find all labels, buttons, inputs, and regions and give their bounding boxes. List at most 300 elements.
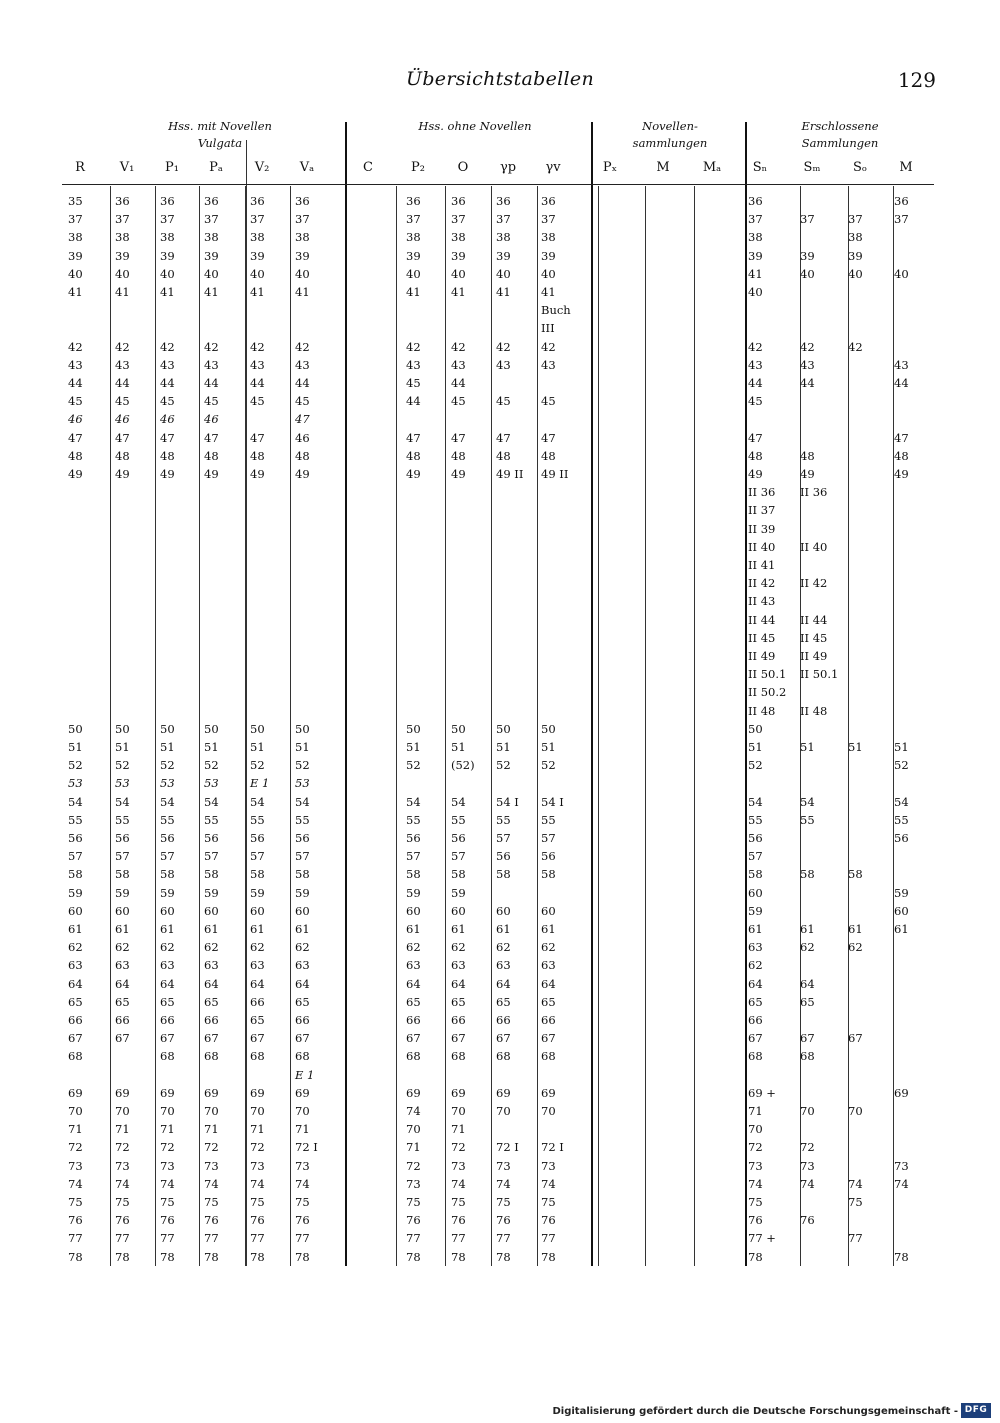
column-header: V₂ [254, 160, 270, 175]
table-cell: 56 [496, 849, 511, 864]
table-cell: 44 [115, 376, 130, 390]
table-cell: 51 [451, 740, 466, 754]
table-cell: 61 [204, 922, 219, 936]
table-cell: 38 [68, 230, 83, 245]
table-cell: 43 [204, 357, 219, 372]
table-cell: 36 [748, 194, 763, 208]
table-cell: 59 [204, 885, 219, 900]
table-cell: 51 [204, 740, 219, 754]
table-cell: II 49 [748, 649, 776, 663]
table-cell: 63 [250, 958, 265, 973]
table-cell: 77 [541, 1231, 556, 1246]
table-cell: 74 [496, 1176, 511, 1191]
table-cell: 76 [115, 1213, 130, 1228]
table-cell: 38 [295, 230, 310, 245]
page-number: 129 [897, 68, 936, 92]
table-cell: 48 [295, 448, 310, 463]
table-cell: 64 [115, 976, 130, 991]
table-cell: 40 [748, 285, 763, 299]
table-cell: 72 [115, 1140, 130, 1155]
table-cell: 57 [115, 849, 130, 864]
table-cell: 58 [848, 867, 863, 882]
table-cell: 37 [250, 212, 265, 227]
table-cell: 40 [894, 266, 909, 281]
table-cell: 36 [115, 194, 130, 208]
column-header: V₁ [119, 160, 135, 175]
table-cell: 49 [204, 467, 219, 481]
table-cell: 43 [496, 357, 511, 372]
table-cell: 65 [496, 994, 511, 1009]
table-cell: 74 [406, 1104, 421, 1118]
table-cell: 42 [406, 339, 421, 354]
table-cell: 63 [295, 958, 310, 973]
table-cell: 40 [451, 266, 466, 281]
table-cell: 48 [204, 448, 219, 463]
table-cell: 75 [848, 1195, 863, 1209]
table-cell: 47 [541, 430, 556, 445]
table-cell: 73 [406, 1176, 421, 1191]
table-cell: 58 [406, 867, 421, 882]
table-cell: 69 [406, 1085, 421, 1100]
column-rule [893, 186, 894, 1266]
table-cell: 54 [800, 794, 815, 809]
table-cell: 40 [160, 266, 175, 281]
table-cell: 74 [848, 1176, 863, 1191]
column-header: Sₘ [803, 160, 821, 175]
table-cell: 76 [250, 1213, 265, 1228]
table-cell: 47 [406, 430, 421, 445]
table-cell: 64 [160, 976, 175, 991]
table-cell: 64 [496, 976, 511, 991]
table-cell: 41 [295, 285, 310, 299]
table-cell: 43 [68, 357, 83, 372]
table-cell: 74 [748, 1176, 763, 1191]
table-cell: 61 [115, 922, 130, 936]
column-rule [245, 186, 246, 1266]
group-header-novella-collections: Novellen- sammlungen [632, 119, 708, 150]
table-cell: 39 [541, 248, 556, 263]
column-rule [445, 186, 446, 1266]
table-cell: 55 [451, 812, 466, 827]
table-cell: 78 [204, 1249, 219, 1264]
table-cell: 50 [160, 721, 175, 736]
table-cell: 55 [295, 812, 310, 827]
table-cell: 72 I [541, 1140, 564, 1155]
column-header: γv [545, 160, 561, 175]
table-cell: 61 [848, 922, 863, 936]
table-cell: 64 [204, 976, 219, 991]
group-separator-1 [345, 122, 347, 1266]
table-cell: 37 [115, 212, 130, 227]
table-cell: II 40 [748, 539, 776, 554]
table-cell: 49 [115, 467, 130, 481]
table-cell: 62 [160, 940, 175, 955]
table-cell: 35 [68, 194, 83, 208]
table-cell: (52) [451, 758, 475, 773]
table-cell: 60 [115, 903, 130, 918]
table-cell: 42 [160, 339, 175, 354]
table-cell: 57 [406, 849, 421, 864]
table-cell: 73 [204, 1158, 219, 1173]
table-cell: 67 [541, 1031, 556, 1046]
table-cell: 40 [295, 266, 310, 281]
table-cell: 36 [451, 194, 466, 208]
table-cell: 70 [800, 1104, 815, 1118]
table-cell: 70 [68, 1104, 83, 1118]
column-header: O [457, 160, 469, 175]
dfg-logo: DFG [961, 1403, 991, 1418]
table-cell: 54 [748, 794, 763, 809]
table-cell: 40 [496, 266, 511, 281]
table-cell: 52 [160, 758, 175, 773]
table-cell: 48 [748, 448, 763, 463]
table-cell: 50 [406, 721, 421, 736]
table-cell: 69 [68, 1085, 83, 1100]
table-cell: 43 [894, 357, 909, 372]
table-cell: 44 [295, 376, 310, 390]
group-header-inferred-collections: Erschlossene Sammlungen [801, 119, 879, 150]
table-cell: 38 [848, 230, 863, 245]
vulgata-separator [246, 140, 247, 1266]
table-cell: 65 [68, 994, 83, 1009]
table-cell: 58 [295, 867, 310, 882]
table-cell: 52 [68, 758, 83, 773]
table-cell: 77 + [748, 1231, 776, 1246]
table-cell: 56 [451, 831, 466, 845]
column-header: P₂ [411, 160, 425, 175]
table-cell: 61 [451, 922, 466, 936]
table-cell: 39 [451, 248, 466, 263]
table-cell: 65 [748, 994, 763, 1009]
table-cell: 49 [295, 467, 310, 481]
table-cell: 40 [250, 266, 265, 281]
table-cell: 62 [250, 940, 265, 955]
table-cell: 52 [250, 758, 265, 773]
table-cell: 53 [68, 776, 83, 791]
table-cell: 54 [204, 794, 219, 809]
table-cell: 45 [68, 394, 83, 409]
table-cell: 59 [894, 885, 909, 900]
table-cell: 74 [115, 1176, 130, 1191]
table-cell: 67 [250, 1031, 265, 1046]
table-cell: 47 [115, 430, 130, 445]
table-cell: 75 [295, 1195, 310, 1209]
table-cell: 42 [115, 339, 130, 354]
table-cell: 39 [406, 248, 421, 263]
table-cell: 70 [848, 1104, 863, 1118]
table-cell: 39 [160, 248, 175, 263]
table-cell: 56 [541, 849, 556, 864]
table-cell: 43 [748, 357, 763, 372]
table-cell: 56 [250, 831, 265, 845]
table-cell: 68 [406, 1049, 421, 1064]
table-cell: 72 [406, 1158, 421, 1173]
table-cell: 65 [115, 994, 130, 1009]
table-cell: 62 [204, 940, 219, 955]
table-cell: 66 [748, 1013, 763, 1027]
table-cell: II 44 [748, 612, 776, 627]
table-cell: 56 [204, 831, 219, 845]
table-cell: 44 [748, 376, 763, 390]
table-cell: 66 [250, 994, 265, 1009]
table-cell: 76 [496, 1213, 511, 1228]
table-cell: 51 [250, 740, 265, 754]
table-cell: 44 [800, 376, 815, 390]
table-cell: 37 [800, 212, 815, 227]
table-cell: 36 [496, 194, 511, 208]
table-cell: 38 [115, 230, 130, 245]
table-cell: 70 [204, 1104, 219, 1118]
table-cell: 51 [115, 740, 130, 754]
table-cell: 57 [160, 849, 175, 864]
table-cell: 45 [295, 394, 310, 409]
table-cell: 67 [160, 1031, 175, 1046]
table-cell: 55 [160, 812, 175, 827]
table-cell: 39 [115, 248, 130, 263]
table-cell: II 48 [800, 703, 828, 718]
table-cell: 48 [541, 448, 556, 463]
table-cell: 50 [68, 721, 83, 736]
table-cell: 66 [496, 1013, 511, 1027]
table-cell: 78 [250, 1249, 265, 1264]
table-cell: II 45 [800, 630, 828, 645]
table-cell: 52 [406, 758, 421, 773]
table-cell: Buch [541, 303, 571, 318]
table-cell: 51 [68, 740, 83, 754]
table-cell: II 43 [748, 594, 776, 609]
table-cell: 41 [406, 285, 421, 299]
table-cell: 56 [160, 831, 175, 845]
table-cell: 44 [68, 376, 83, 390]
table-cell: 65 [800, 994, 815, 1009]
table-cell: 73 [541, 1158, 556, 1173]
table-cell: 73 [894, 1158, 909, 1173]
table-cell: 60 [541, 903, 556, 918]
table-cell: II 48 [748, 703, 776, 718]
table-cell: 67 [406, 1031, 421, 1046]
table-cell: 41 [541, 285, 556, 299]
table-cell: 46 [68, 412, 83, 427]
table-cell: 77 [204, 1231, 219, 1246]
table-cell: 37 [204, 212, 219, 227]
table-cell: 47 [295, 412, 310, 427]
table-cell: 56 [894, 831, 909, 845]
table-cell: 70 [406, 1122, 421, 1137]
table-cell: 77 [451, 1231, 466, 1246]
header-rule [62, 184, 934, 185]
column-rule [645, 186, 646, 1266]
table-cell: 57 [204, 849, 219, 864]
table-cell: 52 [115, 758, 130, 773]
table-cell: 65 [160, 994, 175, 1009]
table-cell: 51 [848, 740, 863, 754]
table-cell: 72 [748, 1140, 763, 1155]
table-cell: 54 [115, 794, 130, 809]
table-cell: 37 [406, 212, 421, 227]
table-cell: 41 [496, 285, 511, 299]
table-cell: 59 [295, 885, 310, 900]
table-cell: 45 [160, 394, 175, 409]
table-cell: 70 [295, 1104, 310, 1118]
table-cell: 44 [894, 376, 909, 390]
table-cell: 69 [295, 1085, 310, 1100]
table-cell: 64 [295, 976, 310, 991]
table-cell: 55 [204, 812, 219, 827]
table-cell: 50 [295, 721, 310, 736]
table-cell: 36 [295, 194, 310, 208]
table-cell: 45 [250, 394, 265, 409]
table-cell: 49 [250, 467, 265, 481]
digitization-credit: Digitalisierung gefördert durch die Deutsche Forschungsgemeinschaft - [552, 1406, 958, 1417]
table-cell: 68 [496, 1049, 511, 1064]
table-cell: 43 [451, 357, 466, 372]
table-cell: 75 [250, 1195, 265, 1209]
table-cell: 47 [894, 430, 909, 445]
table-cell: 51 [894, 740, 909, 754]
table-cell: 37 [295, 212, 310, 227]
table-cell: 42 [204, 339, 219, 354]
table-cell: 37 [894, 212, 909, 227]
table-cell: 66 [160, 1013, 175, 1027]
table-cell: 41 [115, 285, 130, 299]
table-cell: 55 [894, 812, 909, 827]
table-cell: 48 [115, 448, 130, 463]
table-cell: 38 [160, 230, 175, 245]
table-cell: 74 [250, 1176, 265, 1191]
table-cell: 72 I [496, 1140, 519, 1155]
table-cell: 60 [406, 903, 421, 918]
table-cell: 74 [894, 1176, 909, 1191]
table-cell: 43 [115, 357, 130, 372]
table-cell: 67 [68, 1031, 83, 1046]
table-cell: 59 [68, 885, 83, 900]
table-cell: 65 [204, 994, 219, 1009]
table-cell: 78 [115, 1249, 130, 1264]
table-cell: 66 [115, 1013, 130, 1027]
table-cell: 54 [894, 794, 909, 809]
table-cell: 77 [160, 1231, 175, 1246]
column-rule [290, 186, 291, 1266]
table-cell: 72 [68, 1140, 83, 1155]
table-cell: 45 [204, 394, 219, 409]
table-cell: 47 [160, 430, 175, 445]
table-cell: 42 [748, 339, 763, 354]
table-cell: 64 [541, 976, 556, 991]
column-header: Mₐ [702, 160, 722, 175]
table-cell: 64 [451, 976, 466, 991]
table-cell: 74 [451, 1176, 466, 1191]
table-cell: 72 [250, 1140, 265, 1155]
table-cell: 50 [250, 721, 265, 736]
table-cell: 76 [800, 1213, 815, 1228]
table-cell: 54 [250, 794, 265, 809]
table-cell: 59 [160, 885, 175, 900]
table-cell: 48 [496, 448, 511, 463]
table-cell: 48 [800, 448, 815, 463]
table-cell: 70 [250, 1104, 265, 1118]
table-cell: 65 [541, 994, 556, 1009]
table-cell: 61 [160, 922, 175, 936]
table-cell: 68 [541, 1049, 556, 1064]
table-cell: 74 [541, 1176, 556, 1191]
table-cell: 56 [748, 831, 763, 845]
table-cell: II 37 [748, 503, 776, 518]
table-cell: 75 [115, 1195, 130, 1209]
table-cell: 58 [204, 867, 219, 882]
table-cell: II 36 [748, 485, 776, 500]
table-cell: 51 [295, 740, 310, 754]
table-cell: 62 [541, 940, 556, 955]
table-cell: 57 [68, 849, 83, 864]
table-cell: 48 [250, 448, 265, 463]
table-cell: 77 [848, 1231, 863, 1246]
column-rule [396, 186, 397, 1266]
table-cell: 55 [748, 812, 763, 827]
table-cell: 69 [496, 1085, 511, 1100]
table-cell: 73 [451, 1158, 466, 1173]
table-cell: 51 [160, 740, 175, 754]
table-cell: 43 [406, 357, 421, 372]
table-cell: 42 [848, 339, 863, 354]
table-cell: 73 [160, 1158, 175, 1173]
table-cell: 39 [800, 248, 815, 263]
table-cell: 44 [160, 376, 175, 390]
table-cell: 61 [295, 922, 310, 936]
table-cell: 61 [541, 922, 556, 936]
table-cell: 70 [496, 1104, 511, 1118]
table-cell: 70 [748, 1122, 763, 1137]
table-cell: 54 I [541, 794, 564, 809]
table-cell: 58 [451, 867, 466, 882]
table-cell: 41 [250, 285, 265, 299]
table-cell: 39 [848, 248, 863, 263]
table-cell: 43 [250, 357, 265, 372]
table-cell: 39 [496, 248, 511, 263]
table-cell: 49 [894, 467, 909, 481]
table-cell: 72 I [295, 1140, 318, 1155]
table-cell: E 1 [295, 1067, 315, 1082]
table-cell: 71 [295, 1122, 310, 1137]
table-cell: 64 [250, 976, 265, 991]
column-rule [598, 186, 599, 1266]
table-cell: 67 [800, 1031, 815, 1046]
table-cell: 61 [250, 922, 265, 936]
table-cell: 41 [204, 285, 219, 299]
table-cell: 42 [496, 339, 511, 354]
table-cell: 36 [406, 194, 421, 208]
table-cell: 60 [160, 903, 175, 918]
table-cell: 66 [451, 1013, 466, 1027]
table-cell: 58 [68, 867, 83, 882]
table-cell: 54 [68, 794, 83, 809]
table-cell: 78 [451, 1249, 466, 1264]
table-cell: 65 [451, 994, 466, 1009]
table-cell: II 50.1 [800, 667, 839, 682]
table-cell: II 36 [800, 485, 828, 500]
table-cell: 48 [68, 448, 83, 463]
table-cell: 62 [115, 940, 130, 955]
table-cell: 76 [451, 1213, 466, 1228]
table-cell: 43 [160, 357, 175, 372]
table-cell: 61 [748, 922, 763, 936]
column-header: M [656, 160, 670, 175]
table-cell: 71 [160, 1122, 175, 1137]
table-cell: 48 [451, 448, 466, 463]
table-cell: 77 [496, 1231, 511, 1246]
table-cell: 44 [250, 376, 265, 390]
table-cell: 44 [204, 376, 219, 390]
table-cell: 49 [406, 467, 421, 481]
